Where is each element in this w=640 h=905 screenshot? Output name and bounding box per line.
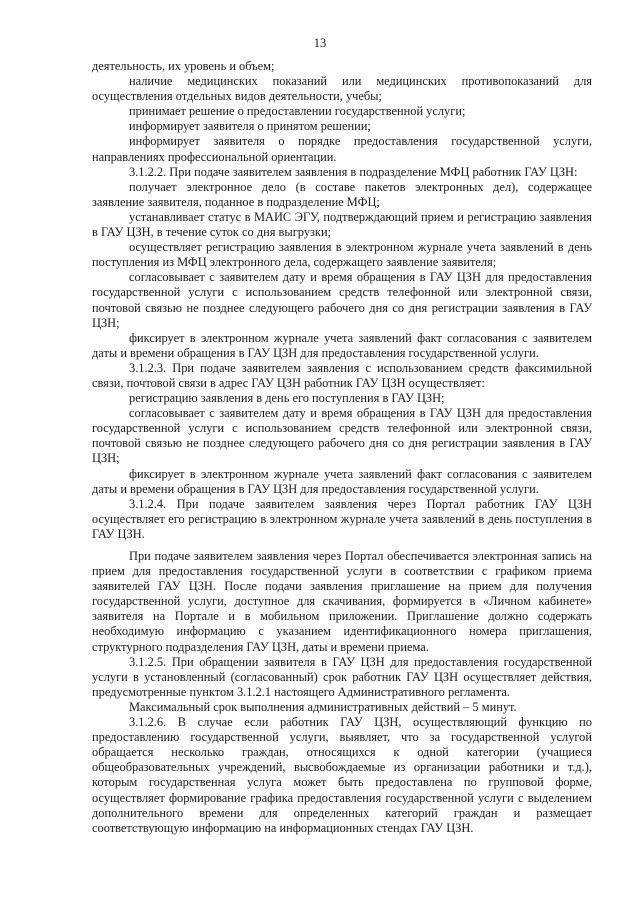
paragraph: 3.1.2.5. При обращении заявителя в ГАУ ЦЗН для предоставления государственной услуги в установленный (согласованный) срок работник ГАУ ЦЗН осуществляет действия, предусмотренные пунктом 3.1.2.1 настоящего Административного регламента. [92, 654, 592, 699]
paragraph: 3.1.2.3. При подаче заявителем заявления с использованием средств факсимильной связи, почтовой связи в адрес ГАУ ЦЗН работник ГАУ ЦЗН осуществляет: [92, 360, 592, 390]
paragraph: согласовывает с заявителем дату и время обращения в ГАУ ЦЗН для предоставления государственной услуги с использованием средств телефонной или электронной связи, почтовой связью не позднее следующего рабочего дня со дня регистрации заявления в ГАУ ЦЗН; [92, 406, 592, 466]
paragraph: 3.1.2.6. В случае если работник ГАУ ЦЗН, осуществляющий функцию по предоставлению государственной услуги, выявляет, что за государственной услугой обращается несколько граждан, относящихся к одной категории (учащиеся общеобразовательных учреждений, высвобождаемые из организации работники и т.д.), которым государственная услуга может быть предоставлена по групповой форме, осуществляет формирование графика предоставления государственной услуги с выделением дополнительного времени для определенных категорий граждан и размещает соответствующую информацию на информационных стендах ГАУ ЦЗН. [92, 715, 592, 835]
paragraph: информирует заявителя о порядке предоставления государственной услуги, направлениях профессиональной ориентации. [92, 134, 592, 164]
paragraph: согласовывает с заявителем дату и время обращения в ГАУ ЦЗН для предоставления государственной услуги с использованием средств телефонной или электронной связи, почтовой связью не позднее следующего рабочего дня со дня регистрации заявления в ГАУ ЦЗН; [92, 270, 592, 330]
page-number: 13 [313, 36, 327, 50]
paragraph: регистрацию заявления в день его поступления в ГАУ ЦЗН; [129, 391, 445, 406]
paragraph: Максимальный срок выполнения административных действий – 5 минут. [129, 699, 517, 714]
paragraph: 3.1.2.2. При подаче заявителем заявления в подразделение МФЦ работник ГАУ ЦЗН: [129, 164, 578, 179]
paragraph: фиксирует в электронном журнале учета заявлений факт согласования с заявителем даты и времени обращения в ГАУ ЦЗН для предоставления государственной услуги. [92, 466, 592, 496]
paragraph: деятельность, их уровень и объем; [92, 59, 275, 73]
paragraph: фиксирует в электронном журнале учета заявлений факт согласования с заявителем даты и времени обращения в ГАУ ЦЗН для предоставления государственной услуги. [92, 330, 592, 360]
paragraph: осуществляет регистрацию заявления в электронном журнале учета заявлений в день поступления из МФЦ электронного дела, содержащего заявление заявителя; [92, 240, 592, 270]
paragraph: информирует заявителя о принятом решении; [129, 119, 371, 134]
paragraph: получает электронное дело (в составе пакетов электронных дел), содержащее заявление заявителя, поданное в подразделение МФЦ; [92, 179, 592, 209]
paragraph: При подаче заявителем заявления через Портал обеспечивается электронная запись на прием для предоставления государственной услуги в соответствии с графиком приема заявителей ГАУ ЦЗН. После подачи заявления приглашение на прием для получения государственной услуги, доступное для скачивания, формируется в «Личном кабинете» заявителя на Портале и в мобильном приложении. Приглашение должно содержать необходимую информацию с указанием идентификационного номера приглашения, структурного подразделения ГАУ ЦЗН, даты и времени приема. [92, 549, 592, 654]
document-body [92, 59, 592, 836]
paragraph: 3.1.2.4. При подаче заявителем заявления через Портал работник ГАУ ЦЗН осуществляет его регистрацию в электронном журнале учета заявлений в день поступления в ГАУ ЦЗН. [92, 496, 592, 541]
paragraph: принимает решение о предоставлении государственной услуги; [129, 104, 466, 119]
paragraph: наличие медицинских показаний или медицинских противопоказаний для осуществления отдельных видов деятельности, учебы; [92, 74, 592, 104]
paragraph: устанавливает статус в МАИС ЭГУ, подтверждающий прием и регистрацию заявления в ГАУ ЦЗН, в течение суток со дня выгрузки; [92, 209, 592, 240]
